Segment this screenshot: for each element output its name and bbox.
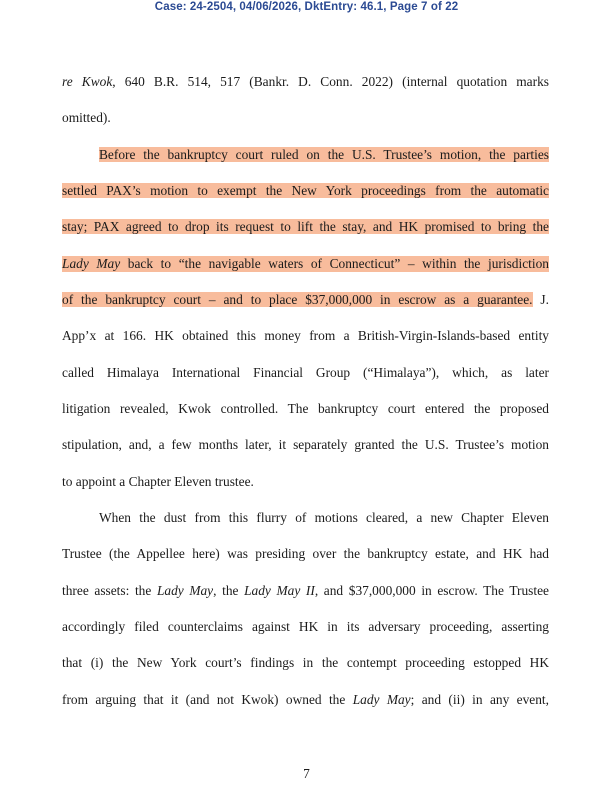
text-line-14: Trustee (the Appellee here) was presiding over the bankruptcy estate, and HK had	[62, 546, 549, 561]
text-line-15: three assets: the Lady May, the Lady May II, and $37,000,000 in escrow. The Trustee	[62, 583, 549, 598]
vessel-name-italic: Lady May	[62, 256, 121, 271]
vessel-name-italic: Lady May	[156, 583, 214, 598]
highlighted-text: Before the bankruptcy court ruled on the U.S. Trustee’s motion, the parties	[99, 147, 549, 162]
text-line-10: litigation revealed, Kwok controlled. The bankruptcy court entered the proposed	[62, 401, 549, 416]
text-line-12: to appoint a Chapter Eleven trustee.	[62, 474, 254, 489]
page-number: 7	[303, 766, 310, 781]
text-line-8: App’x at 166. HK obtained this money from a British-Virgin-Islands-based entity	[62, 328, 549, 343]
vessel-name-italic: Lady May II	[244, 583, 315, 598]
text-line-11: stipulation, and, a few months later, it separately granted the U.S. Trustee’s motion	[62, 437, 549, 452]
text-line-5	[62, 219, 549, 235]
text-line-18: from arguing that it (and not Kwok) owned the Lady May; and (ii) in any event,	[62, 692, 549, 707]
text-line-16: accordingly filed counterclaims against HK in its adversary proceeding, asserting	[62, 619, 549, 634]
text-line-13: When the dust from this flurry of motions cleared, a new Chapter Eleven	[99, 510, 549, 525]
text-line-17: that (i) the New York court’s findings in the contempt proceeding estopped HK	[62, 655, 549, 670]
text-line-1: re Kwok, 640 B.R. 514, 517 (Bankr. D. Conn. 2022) (internal quotation marks	[62, 74, 549, 89]
text-line-7: of the bankruptcy court – and to place $37,000,000 in escrow as a guarantee. J.	[62, 292, 549, 307]
highlighted-text: stay; PAX agreed to drop its request to lift the stay, and HK promised to bring the	[62, 219, 549, 234]
text-line-4	[62, 183, 549, 199]
text-line-6: Lady May back to “the navigable waters of Connecticut” – within the jurisdiction	[62, 256, 549, 271]
case-name-italic: re Kwok	[62, 74, 113, 89]
text-line-9: called Himalaya International Financial Group (“Himalaya”), which, as later	[62, 365, 549, 380]
text-line-2: omitted).	[62, 110, 111, 125]
highlighted-text: settled PAX’s motion to exempt the New York proceedings from the automatic	[62, 183, 549, 198]
highlighted-text: of the bankruptcy court – and to place $37,000,000 in escrow as a guarantee.	[62, 292, 533, 307]
case-header: Case: 24-2504, 04/06/2026, DktEntry: 46.1, Page 7 of 22	[154, 1, 459, 13]
text-line-3	[99, 147, 549, 163]
vessel-name-italic: Lady May	[352, 692, 411, 707]
